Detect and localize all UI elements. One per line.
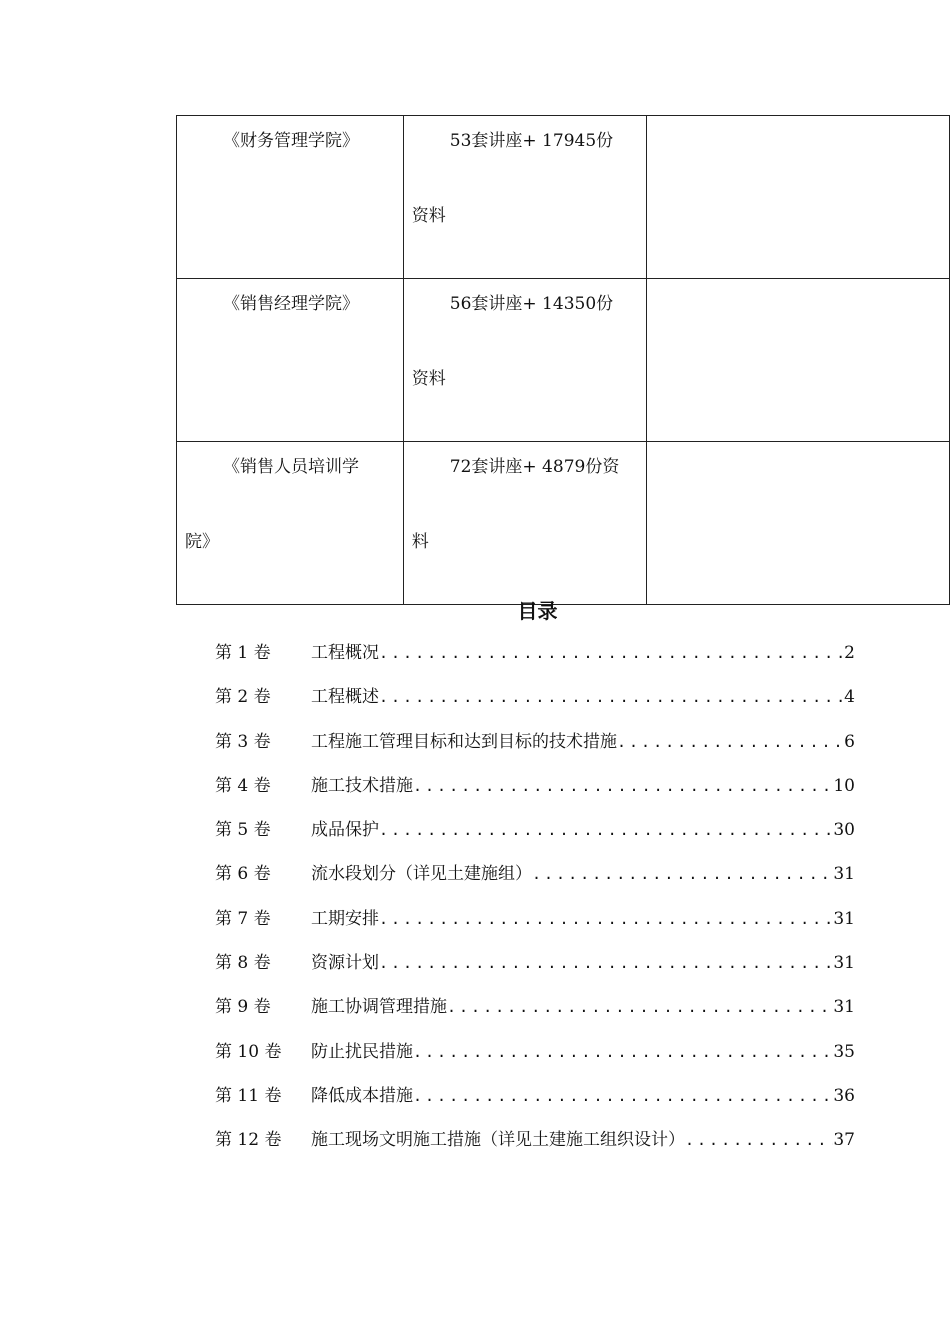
course-detail-line-1: 72套讲座+ 4879份资 [449,457,620,477]
toc-dot-leader [617,729,844,755]
toc-entry-title: 降低成本措施 [311,1085,413,1106]
toc-entry-title: 资源计划 [311,953,379,974]
table-row [177,116,950,279]
toc-volume: 第 6 卷 [215,864,271,885]
toc-entry-title: 施工现场文明施工措施（详见土建施工组织设计） [311,1130,685,1151]
toc-dot-leader [379,906,833,932]
toc-entry-title: 防止扰民措施 [311,1041,413,1062]
toc-entry[interactable] [215,773,855,817]
toc-dot-leader [413,773,833,799]
toc-volume: 第 7 卷 [215,908,271,929]
toc-entry[interactable] [215,994,855,1038]
course-detail-cell [403,116,646,279]
empty-cell [646,279,949,442]
toc-entry[interactable] [215,1039,855,1083]
course-detail-cell [403,442,646,605]
course-name-line-2 [185,366,395,441]
toc-page-number: 4 [844,687,855,708]
course-name-line-2: 院》 [185,532,219,552]
course-name-cell [177,442,404,605]
toc-volume: 第 2 卷 [215,687,271,708]
toc-page-number: 35 [833,1041,855,1062]
empty-cell [646,116,949,279]
table-row [177,279,950,442]
toc-entry[interactable] [215,1083,855,1127]
course-name-line-2 [185,203,395,278]
toc-entry[interactable] [215,906,855,950]
toc-page-number: 2 [844,643,855,663]
toc-volume: 第 5 卷 [215,820,271,841]
toc-page-number: 30 [833,820,855,841]
toc-entry[interactable] [215,861,855,905]
catalog-table [176,115,950,605]
toc-dot-leader [413,1083,833,1109]
course-detail-line-2: 资料 [411,206,446,226]
toc-volume: 第 11 卷 [215,1085,282,1106]
toc-dot-leader [413,1039,833,1065]
toc-dot-leader [685,1127,833,1153]
toc-dot-leader [379,950,833,976]
course-detail-line-1: 56套讲座+ 14350份 [449,294,614,314]
toc-entry[interactable] [215,1127,855,1171]
toc-entry-title: 工程施工管理目标和达到目标的技术措施 [311,731,617,752]
toc-page-number: 31 [833,864,855,885]
toc-entry-title: 工程概况 [311,643,379,663]
toc-entry-title: 工期安排 [311,908,379,929]
toc-page-number: 6 [844,731,855,752]
toc-page-number: 31 [833,997,855,1018]
table-row [177,442,950,605]
toc-entry-title: 施工技术措施 [311,775,413,796]
toc-entry[interactable] [215,729,855,773]
toc-dot-leader [379,640,844,666]
table-of-contents [215,640,855,1172]
toc-volume: 第 10 卷 [215,1041,282,1062]
toc-dot-leader [379,684,844,710]
course-name-line-1: 《销售人员培训学 [223,457,359,477]
course-name-cell [177,279,404,442]
course-detail-cell [403,279,646,442]
toc-page-number: 31 [833,908,855,929]
course-name-line-1: 《财务管理学院》 [223,131,359,151]
toc-page-number: 37 [833,1130,855,1151]
toc-volume: 第 1 卷 [215,643,271,663]
course-detail-line-1: 53套讲座+ 17945份 [449,131,614,151]
toc-entry[interactable] [215,950,855,994]
toc-dot-leader [532,861,833,887]
toc-entry[interactable] [215,817,855,861]
toc-entry-title: 施工协调管理措施 [311,997,447,1018]
toc-entry[interactable] [215,640,855,684]
toc-page-number: 31 [833,953,855,974]
course-detail-line-2: 资料 [411,369,446,389]
toc-dot-leader [379,817,833,843]
course-detail-line-2: 料 [411,532,429,552]
toc-volume: 第 4 卷 [215,775,271,796]
toc-title: 目录 [517,599,558,623]
empty-cell [646,442,949,605]
toc-volume: 第 9 卷 [215,997,271,1018]
toc-volume: 第 3 卷 [215,731,271,752]
course-name-line-1: 《销售经理学院》 [223,294,359,314]
toc-dot-leader [447,994,833,1020]
toc-entry[interactable] [215,684,855,728]
course-name-cell [177,116,404,279]
toc-entry-title: 流水段划分（详见土建施组） [311,864,532,885]
toc-volume: 第 12 卷 [215,1130,282,1151]
toc-volume: 第 8 卷 [215,953,271,974]
toc-entry-title: 成品保护 [311,820,379,841]
toc-page-number: 36 [833,1085,855,1106]
toc-entry-title: 工程概述 [311,687,379,708]
toc-page-number: 10 [833,775,855,796]
